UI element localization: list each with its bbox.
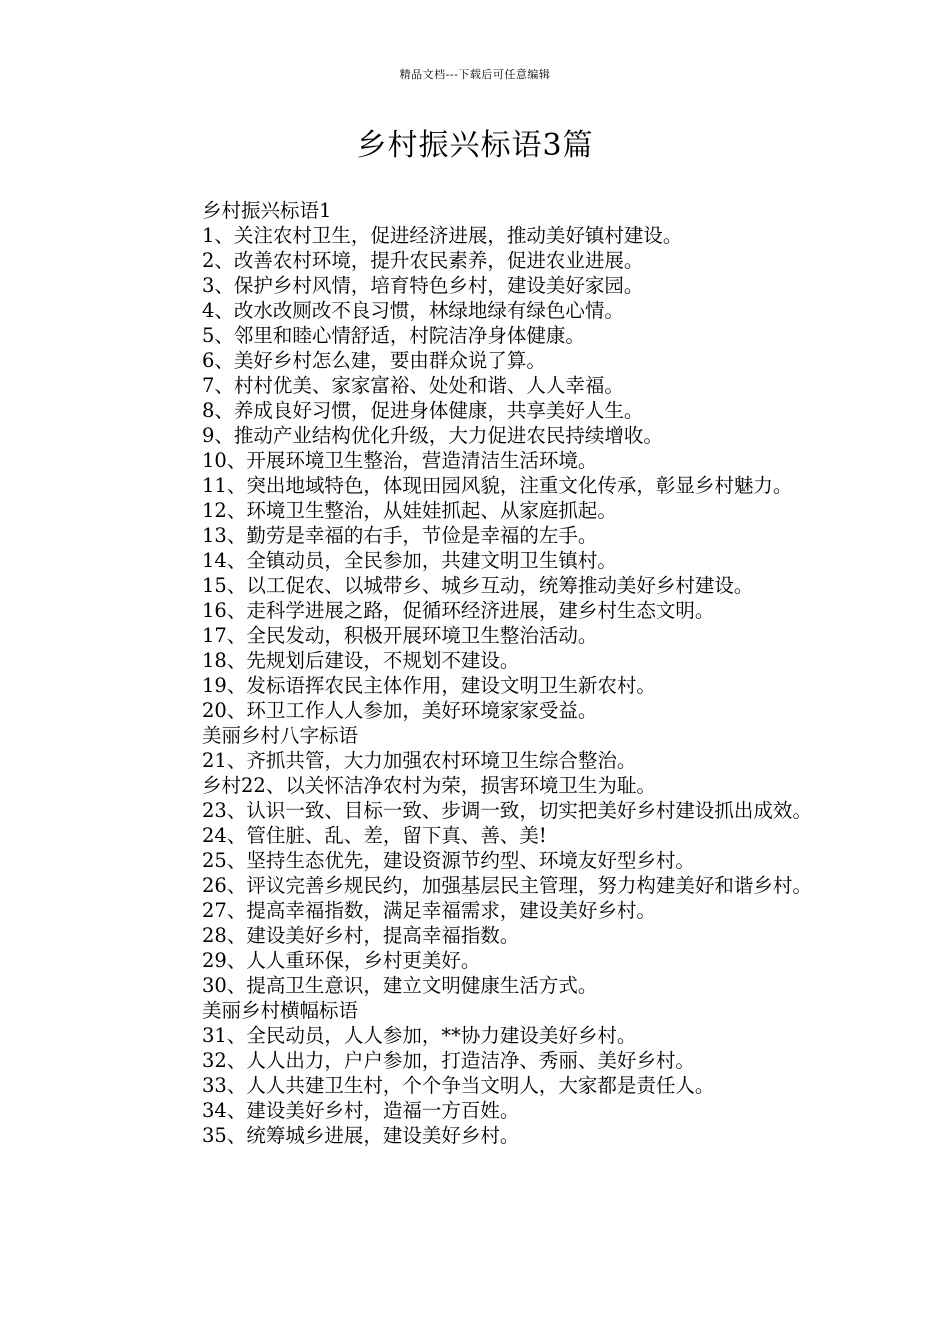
text-line: 4、改水改厕改不良习惯，林绿地绿有绿色心情。 xyxy=(202,299,624,322)
header-note: 精品文档---下载后可任意编辑 xyxy=(399,68,551,81)
text-line: 6、美好乡村怎么建，要由群众说了算。 xyxy=(202,349,546,372)
text-line: 1、关注农村卫生，促进经济进展，推动美好镇村建设。 xyxy=(202,224,683,247)
text-line: 17、全民发动，积极开展环境卫生整治活动。 xyxy=(202,624,598,647)
text-line: 33、人人共建卫生村，个个争当文明人，大家都是责任人。 xyxy=(202,1074,715,1097)
text-line: 7、村村优美、家家富裕、处处和谐、人人幸福。 xyxy=(202,374,624,397)
text-line: 乡村22、以关怀洁净农村为荣，损害环境卫生为耻。 xyxy=(202,774,656,797)
text-line: 23、认识一致、目标一致、步调一致，切实把美好乡村建设抓出成效。 xyxy=(202,799,812,822)
text-line: 美丽乡村八字标语 xyxy=(202,724,359,747)
text-line: 12、环境卫生整治，从娃娃抓起、从家庭抓起。 xyxy=(202,499,617,522)
text-line: 30、提高卫生意识，建立文明健康生活方式。 xyxy=(202,974,598,997)
text-line: 21、齐抓共管，大力加强农村环境卫生综合整治。 xyxy=(202,749,637,772)
text-line: 35、统筹城乡进展，建设美好乡村。 xyxy=(202,1124,520,1147)
text-line: 3、保护乡村风情，培育特色乡村，建设美好家园。 xyxy=(202,274,644,297)
text-line: 24、管住脏、乱、差，留下真、善、美! xyxy=(202,824,547,847)
text-line: 8、养成良好习惯，促进身体健康，共享美好人生。 xyxy=(202,399,644,422)
text-line: 15、以工促农、以城带乡、城乡互动，统筹推动美好乡村建设。 xyxy=(202,574,754,597)
text-line: 美丽乡村横幅标语 xyxy=(202,999,359,1022)
text-line: 18、先规划后建设，不规划不建设。 xyxy=(202,649,520,672)
text-line: 11、突出地域特色，体现田园风貌，注重文化传承，彰显乡村魅力。 xyxy=(202,474,793,497)
text-line: 26、评议完善乡规民约，加强基层民主管理，努力构建美好和谐乡村。 xyxy=(202,874,812,897)
text-line: 5、邻里和睦心情舒适，村院洁净身体健康。 xyxy=(202,324,585,347)
text-line: 9、推动产业结构优化升级，大力促进农民持续增收。 xyxy=(202,424,663,447)
text-line: 31、全民动员，人人参加，**协力建设美好乡村。 xyxy=(202,1024,637,1047)
text-line: 27、提高幸福指数，满足幸福需求，建设美好乡村。 xyxy=(202,899,656,922)
text-line: 29、人人重环保，乡村更美好。 xyxy=(202,949,481,972)
text-line: 2、改善农村环境，提升农民素养，促进农业进展。 xyxy=(202,249,644,272)
text-line: 13、勤劳是幸福的右手，节俭是幸福的左手。 xyxy=(202,524,598,547)
document-title: 乡村振兴标语3篇 xyxy=(356,128,594,163)
text-line: 25、坚持生态优先，建设资源节约型、环境友好型乡村。 xyxy=(202,849,695,872)
text-line: 20、环卫工作人人参加，美好环境家家受益。 xyxy=(202,699,598,722)
text-line: 34、建设美好乡村，造福一方百姓。 xyxy=(202,1099,520,1122)
text-line: 乡村振兴标语1 xyxy=(202,199,332,222)
text-line: 14、全镇动员，全民参加，共建文明卫生镇村。 xyxy=(202,549,617,572)
text-line: 19、发标语挥农民主体作用，建设文明卫生新农村。 xyxy=(202,674,656,697)
text-line: 28、建设美好乡村，提高幸福指数。 xyxy=(202,924,520,947)
document-body xyxy=(146,198,818,1148)
text-line: 10、开展环境卫生整治，营造清洁生活环境。 xyxy=(202,449,598,472)
text-line: 32、人人出力，户户参加，打造洁净、秀丽、美好乡村。 xyxy=(202,1049,695,1072)
text-line: 16、走科学进展之路，促循环经济进展，建乡村生态文明。 xyxy=(202,599,715,622)
